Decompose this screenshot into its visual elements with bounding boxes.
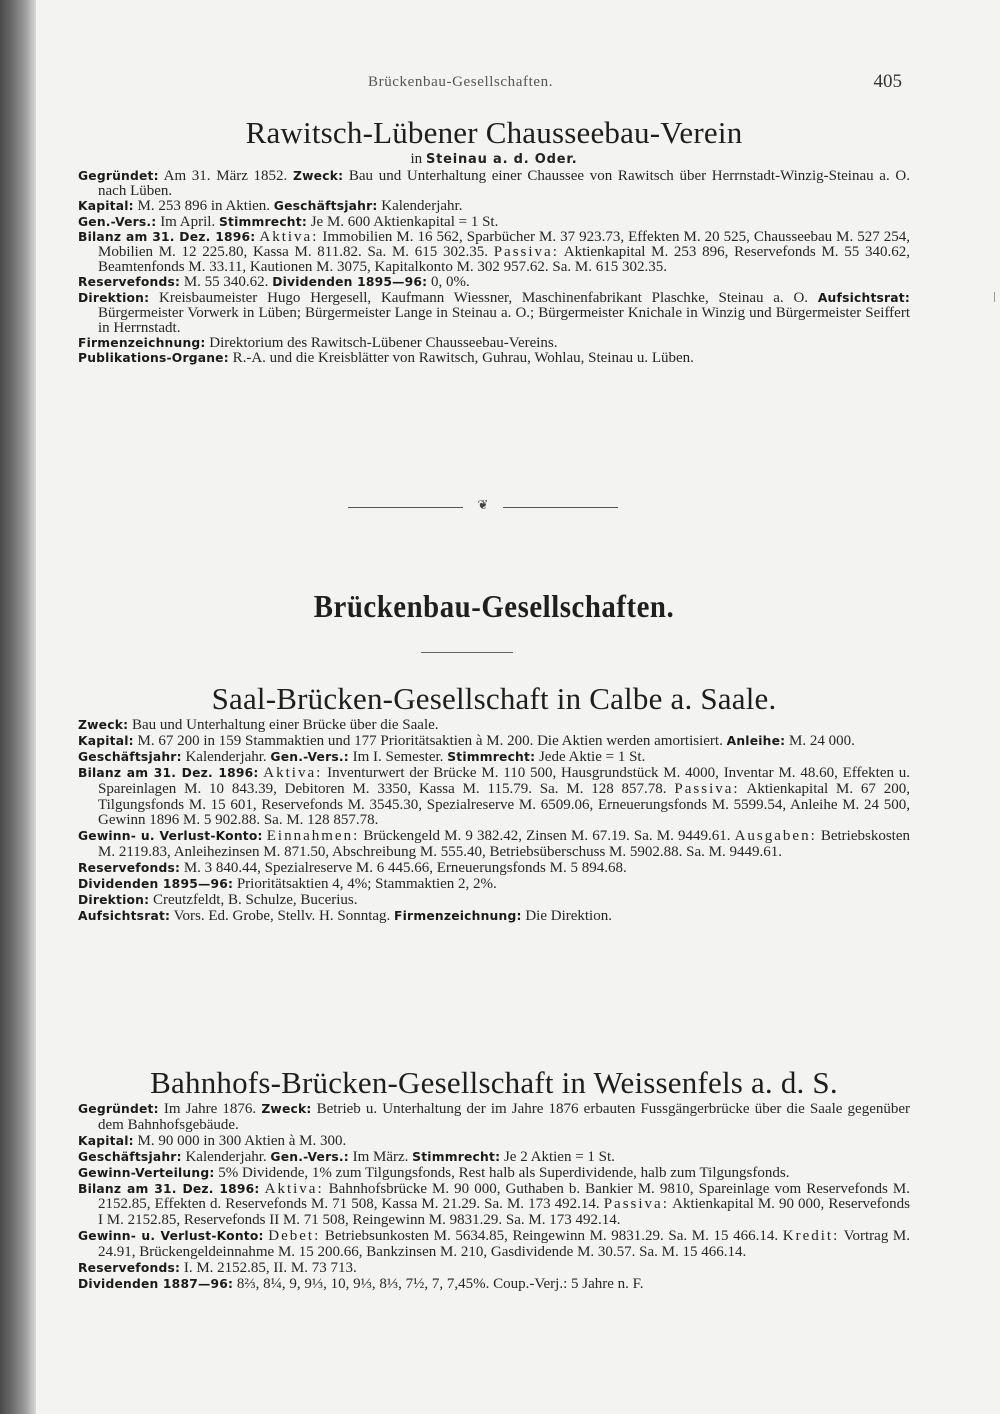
field-value: Bahnhofsbrücke M. 90 000, Guthaben b. Bankier M. 9810, Spareinlage vom Reservefonds M. 2152.85, Effekten d. Reservefonds M. 71 508, Kassa M. 21.29. Sa. M. 173 492.14. bbox=[98, 1180, 911, 1213]
aktiva-label: Aktiva: bbox=[263, 764, 323, 781]
field-kapital bbox=[78, 1134, 910, 1150]
field-value: Im März. bbox=[348, 1148, 413, 1165]
field-direktion bbox=[78, 893, 910, 909]
field-label: Firmenzeichnung: bbox=[394, 908, 522, 923]
field-geschaeftsjahr bbox=[78, 1150, 910, 1166]
field-value: M. 90 000 in 300 Aktien à M. 300. bbox=[133, 1132, 347, 1149]
fleuron-icon: ❦ bbox=[477, 498, 489, 513]
field-value: Im I. Semester. bbox=[348, 748, 448, 765]
field-firmenzeichnung bbox=[78, 336, 910, 351]
ausgaben-label: Ausgaben: bbox=[734, 828, 817, 845]
field-bilanz bbox=[78, 230, 910, 276]
field-value: Kalenderjahr. bbox=[181, 748, 271, 765]
field-label: Zweck: bbox=[293, 169, 344, 183]
field-label: Reservefonds: bbox=[78, 275, 181, 290]
field-label: Kapital: bbox=[78, 733, 134, 748]
field-reservefonds bbox=[78, 1261, 910, 1277]
field-value: Vors. Ed. Grobe, Stellv. H. Sonntag. bbox=[170, 907, 395, 924]
field-value: Betrieb u. Unterhaltung der im Jahre 1876 erbauten Fussgängerbrücke über die Saale gegenüber dem Bahnhofsgebäude. bbox=[98, 1101, 911, 1133]
field-label: Reservefonds: bbox=[78, 861, 181, 876]
entry-saal-bruecken bbox=[78, 680, 910, 925]
field-label: Gewinn-Verteilung: bbox=[78, 1165, 215, 1180]
field-label: Zweck: bbox=[261, 1102, 312, 1116]
field-label: Gegründet: bbox=[78, 1102, 159, 1116]
aktiva-label: Aktiva: bbox=[259, 228, 319, 245]
field-value: Immobilien M. 16 562, Sparbücher M. 37 923.73, Effekten M. 20 525, Chausseebau M. 527 254, Mobilien M. 12 225.80, Kassa M. 811.82. Sa. M. 615 302.35. bbox=[98, 228, 911, 261]
field-value: Creutzfeldt, B. Schulze, Bucerius. bbox=[149, 891, 358, 908]
field-value: M. 3 840.44, Spezialreserve M. 6 445.66, Erneuerungsfonds M. 5 894.68. bbox=[180, 860, 627, 877]
field-value: Bürgermeister Vorwerk in Lüben; Bürgermeister Lange in Steinau a. O.; Bürgermeister Knichale in Winzig und Bürgermeister Seiffert in Herrnstadt. bbox=[98, 304, 910, 337]
field-gen-vers bbox=[78, 215, 910, 230]
margin-mark bbox=[994, 292, 995, 302]
field-kapital bbox=[78, 734, 910, 750]
field-reservefonds bbox=[78, 275, 910, 290]
field-value: Betriebskosten M. 2119.83, Anleihezinsen M. 871.50, Abschreibung M. 555.40, Betriebsüberschuss M. 5902.88. Sa. M. 9449.61. bbox=[98, 828, 911, 861]
field-gewinn-verteilung bbox=[78, 1166, 910, 1182]
field-label: Geschäftsjahr: bbox=[273, 199, 378, 214]
field-value: M. 24 000. bbox=[785, 732, 855, 749]
running-head bbox=[78, 71, 910, 98]
field-label: Gen.-Vers.: bbox=[270, 749, 349, 764]
location-prefix: in bbox=[410, 151, 423, 167]
field-zweck bbox=[78, 718, 910, 734]
kredit-label: Kredit: bbox=[782, 1228, 840, 1245]
entry-bahnhofs-bruecken bbox=[78, 1064, 910, 1293]
field-label: Geschäftsjahr: bbox=[78, 749, 182, 764]
book-binding-edge bbox=[0, 0, 36, 1414]
passiva-label: Passiva: bbox=[603, 1196, 669, 1213]
field-label: Kapital: bbox=[78, 199, 134, 214]
field-value: Inventurwert der Brücke M. 110 500, Hausgrundstück M. 4000, Inventar M. 48.60, Effekten u. Spareinlagen M. 10 843.39, Debitoren M. 3350, Kassa M. 115.79. Sa. M. 128 857.78. bbox=[98, 764, 911, 797]
einnahmen-label: Einnahmen: bbox=[266, 828, 360, 845]
field-value: Kalenderjahr. bbox=[181, 1148, 271, 1165]
field-bilanz bbox=[78, 766, 910, 830]
field-value: 8⅔, 8¼, 9, 9⅓, 10, 9⅓, 8⅓, 7½, 7, 7,45%. Coup.-Verj.: 5 Jahre n. F. bbox=[233, 1275, 644, 1292]
field-label: Aufsichtsrat: bbox=[78, 908, 171, 923]
field-value: Brückengeld M. 9 382.42, Zinsen M. 67.19. Sa. M. 9449.61. bbox=[359, 828, 731, 845]
field-reservefonds bbox=[78, 861, 910, 877]
field-label: Gewinn- u. Verlust-Konto: bbox=[78, 829, 263, 844]
aktiva-label: Aktiva: bbox=[264, 1180, 324, 1197]
field-value: Aktienkapital M. 90 000, Reservefonds I M. 2152.85, Reservefonds II M. 71 508, Reingewinn M. 9831.29. Sa. M. 173 492.14. bbox=[98, 1196, 910, 1229]
ornament-rule-right bbox=[503, 507, 618, 508]
field-dividenden bbox=[78, 877, 910, 893]
field-value: Im April. bbox=[156, 213, 219, 230]
field-bilanz bbox=[78, 1182, 910, 1230]
entry-title: Bahnhofs-Brücken-Gesellschaft in Weissenfels a. d. S. bbox=[150, 1065, 838, 1100]
field-geschaeftsjahr bbox=[78, 750, 910, 766]
field-value: Direktorium des Rawitsch-Lübener Chausseebau-Vereins. bbox=[205, 335, 558, 352]
field-direktion bbox=[78, 291, 910, 337]
ornament-rule-left bbox=[348, 507, 463, 508]
field-value: M. 253 896 in Aktien. bbox=[133, 198, 274, 215]
heading-rule bbox=[421, 652, 513, 653]
field-label: Geschäftsjahr: bbox=[78, 1149, 182, 1164]
field-label: Publikations-Organe: bbox=[78, 351, 229, 366]
field-value: Kalenderjahr. bbox=[377, 198, 463, 215]
field-label: Stimmrecht: bbox=[447, 749, 536, 764]
field-label: Gewinn- u. Verlust-Konto: bbox=[78, 1229, 264, 1244]
field-kapital bbox=[78, 199, 910, 214]
passiva-label: Passiva: bbox=[493, 244, 559, 261]
entry-rawitsch-luebener bbox=[78, 114, 910, 367]
field-value: Aktienkapital M. 67 200, Tilgungsfonds M. 15 601, Reservefonds M. 3545.30, Spezialreserve M. 6509.06, Erneuerungsfonds M. 5599.54, Anleihe M. 24 500, Gewinn 1896 M. 5 902.88. Sa. M. 128 857.78. bbox=[98, 780, 910, 829]
debet-label: Debet: bbox=[268, 1228, 321, 1245]
field-label: Gen.-Vers.: bbox=[78, 214, 157, 229]
field-publikations-organe bbox=[78, 351, 910, 366]
field-value: Die Direktion. bbox=[521, 907, 612, 924]
field-label: Aufsichtsrat: bbox=[817, 290, 910, 305]
field-label: Stimmrecht: bbox=[412, 1149, 501, 1164]
field-value: Je 2 Aktien = 1 St. bbox=[500, 1148, 615, 1165]
field-value: Kreisbaumeister Hugo Hergesell, Kaufmann Wiessner, Maschinenfabrikant Plaschke, Steinau a. O. bbox=[149, 289, 818, 306]
field-label: Gegründet: bbox=[78, 169, 159, 183]
field-label: Kapital: bbox=[78, 1133, 134, 1148]
field-value: Bau und Unterhaltung einer Chaussee von Rawitsch über Herrnstadt-Winzig-Steinau a. O. nach Lüben. bbox=[98, 168, 910, 200]
document-page bbox=[78, 0, 910, 1414]
field-value: M. 67 200 in 159 Stammaktien und 177 Prioritätsaktien à M. 200. Die Aktien werden amortisiert. bbox=[133, 732, 727, 749]
running-title: Brückenbau-Gesellschaften. bbox=[368, 74, 554, 90]
field-label: Gen.-Vers.: bbox=[270, 1149, 349, 1164]
field-label: Reservefonds: bbox=[78, 1261, 181, 1276]
section-heading: Brückenbau-Gesellschaften. bbox=[313, 588, 675, 624]
entry-title: Saal-Brücken-Gesellschaft in Calbe a. Saale. bbox=[211, 681, 777, 716]
field-label: Bilanz am 31. Dez. 1896: bbox=[78, 1181, 260, 1196]
field-value: 5% Dividende, 1% zum Tilgungsfonds, Rest halb als Superdividende, halb zum Tilgungsfonds. bbox=[214, 1164, 790, 1181]
field-label: Firmenzeichnung: bbox=[78, 336, 206, 351]
section-ornament bbox=[348, 498, 618, 518]
entry-location bbox=[78, 150, 910, 169]
passiva-label: Passiva: bbox=[674, 780, 740, 797]
field-label: Direktion: bbox=[78, 892, 150, 907]
field-dividenden bbox=[78, 1277, 910, 1293]
field-value: Bau und Unterhaltung einer Brücke über die Saale. bbox=[128, 717, 439, 733]
field-value: Prioritätsaktien 4, 4%; Stammaktien 2, 2%. bbox=[233, 876, 497, 893]
field-label: Dividenden 1895—96: bbox=[78, 877, 234, 892]
field-label: Stimmrecht: bbox=[218, 214, 307, 229]
field-aufsichtsrat bbox=[78, 909, 910, 925]
field-value: 0, 0%. bbox=[427, 274, 470, 291]
field-value: Jede Aktie = 1 St. bbox=[535, 748, 646, 765]
field-value: Am 31. März 1852. bbox=[158, 168, 293, 184]
field-gewinn-verlust bbox=[78, 1229, 910, 1261]
field-label: Anleihe: bbox=[726, 733, 786, 748]
page-number: 405 bbox=[873, 71, 902, 92]
field-value: I. M. 2152.85, II. M. 73 713. bbox=[180, 1260, 357, 1277]
field-label: Dividenden 1887—96: bbox=[78, 1276, 234, 1291]
field-value: Aktienkapital M. 253 896, Reservefonds M. 55 340.62, Beamtenfonds M. 33.11, Kautionen M. 3075, Kapitalkonto M. 302 957.62. Sa. M. 615 302.35. bbox=[98, 244, 910, 276]
field-label: Zweck: bbox=[78, 718, 129, 732]
location-name: Steinau a. d. Oder. bbox=[425, 152, 578, 167]
field-label: Direktion: bbox=[78, 290, 150, 305]
field-gegruendet-zweck bbox=[78, 169, 910, 199]
field-value: Im Jahre 1876. bbox=[158, 1101, 262, 1117]
field-gewinn-verlust bbox=[78, 829, 910, 861]
entry-title: Rawitsch-Lübener Chausseebau-Verein bbox=[245, 115, 743, 150]
field-value: Vortrag M. 24.91, Brückengeldeinnahme M. 15 200.66, Bankzinsen M. 210, Gasdividende M. 30.57. Sa. M. 15 466.14. bbox=[98, 1228, 911, 1261]
field-value: Betriebsunkosten M. 5634.85, Reingewinn M. 9831.29. Sa. M. 15 466.14. bbox=[320, 1228, 779, 1245]
field-value: M. 55 340.62. bbox=[180, 274, 273, 291]
field-label: Dividenden 1895—96: bbox=[272, 275, 428, 290]
field-gegruendet-zweck bbox=[78, 1102, 910, 1134]
field-label: Bilanz am 31. Dez. 1896: bbox=[78, 765, 259, 780]
field-label: Bilanz am 31. Dez. 1896: bbox=[78, 229, 256, 244]
field-value: Je M. 600 Aktienkapital = 1 St. bbox=[306, 213, 499, 230]
field-value: R.-A. und die Kreisblätter von Rawitsch, Guhrau, Wohlau, Steinau u. Lüben. bbox=[228, 350, 694, 367]
